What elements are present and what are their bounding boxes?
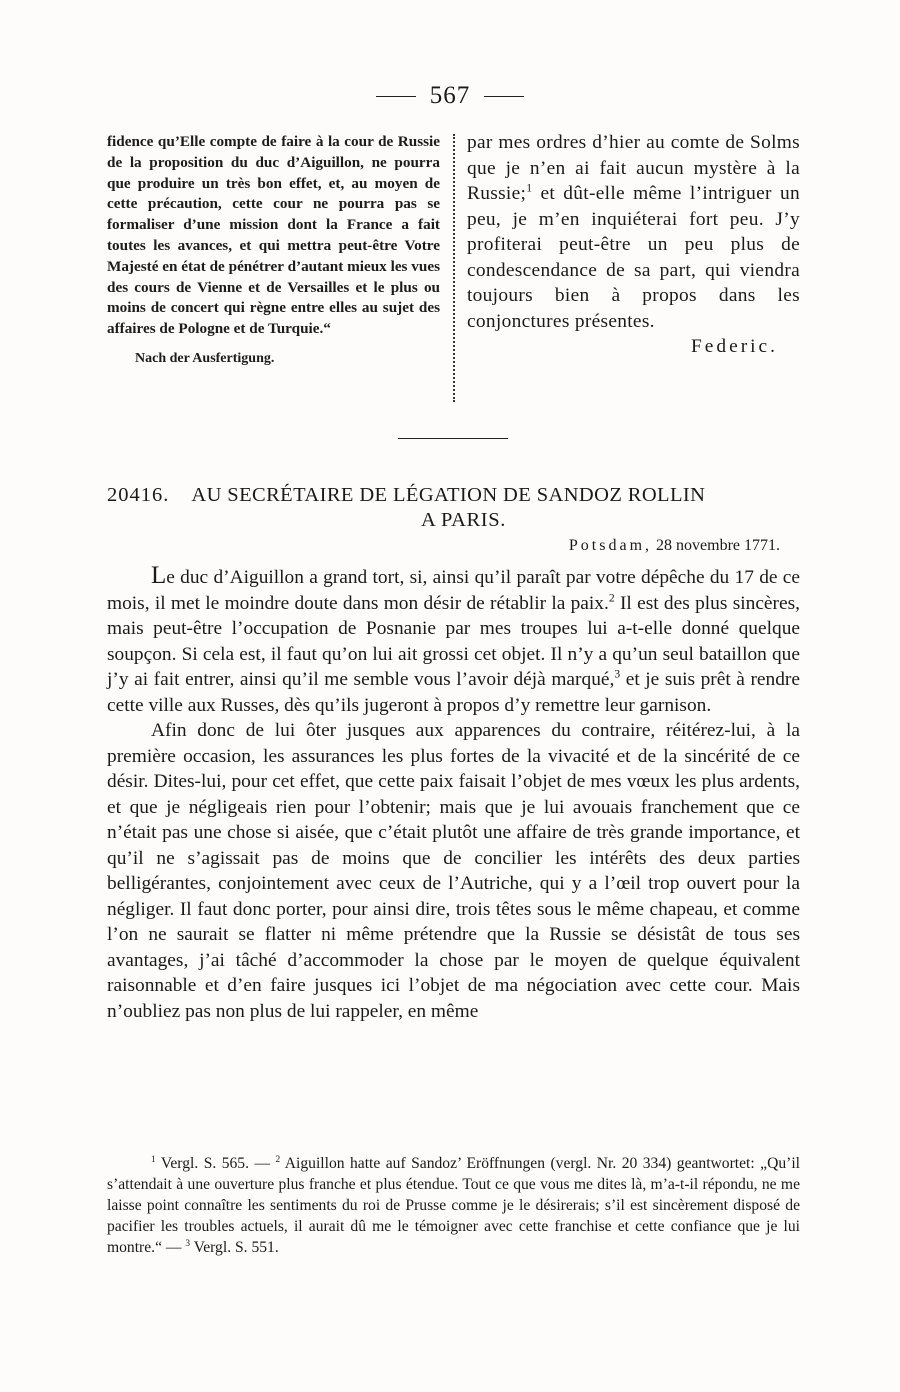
letter-title: AU SECRÉTAIRE DE LÉGATION DE SANDOZ ROLLIN xyxy=(191,484,706,506)
footnotes xyxy=(107,1153,800,1258)
page-number: 567 xyxy=(429,82,471,109)
footnote-ref: 1 xyxy=(526,181,533,195)
letter-heading xyxy=(107,483,800,533)
left-column xyxy=(107,132,440,370)
header-dash-right xyxy=(484,96,524,97)
header-dash-left xyxy=(376,96,416,97)
column-separator xyxy=(453,134,455,402)
right-column-text: par mes ordres d’hier au comte de Solms que je n’en ai fait aucun mystère à la Russie;$^1$ et dût-elle même l’intriguer un peu, je m’en inquiéterai fort peu. J’y profiterai peut-être un peu plus de condescendance de sa part, qui viendra toujours bien à propos dans les conjonctures présentes. xyxy=(467,132,800,332)
signature: Federic. xyxy=(691,336,778,357)
drop-cap: L xyxy=(151,562,167,589)
paragraph-1: Le duc d’Aiguillon a grand tort, si, ainsi qu’il paraît par votre dépêche du 17 de ce mois, il met le moindre doute dans mon désir de rétablir la paix.$^2$ Il est des plus sincères, mais peut-être l’occupation de Posnanie par mes troupes lui a-t-elle donné quelque soupçon. Si cela est, il faut qu’on lui ait grossi cet objet. Il n’y a qu’un seul bataillon que j’y ai fait entrer, ainsi qu’il me semble vous l’avoir déjà marqué,$^3$ et je suis prêt à rendre cette ville aux Russes, dès qu’ils jugeront à propos d’y remettre leur garnison. xyxy=(107,562,800,716)
left-column-text: fidence qu’Elle compte de faire à la cour de Russie de la proposition du duc d’Aiguillon, ne pourra que produire un très bon effet, et, au moyen de cette précaution, cette cour ne pourra pas se formaliser d’une mission dont la France a fait toutes les avances, et qui mettra peut-être Votre Majesté en état de pénétrer d’autant mieux les vues des cours de Vienne et de Versailles et le plus ou moins de concert qui règne entre elles au sujet des affaires de Pologne et de Turquie.“ xyxy=(107,133,440,338)
footnote-ref: 3 xyxy=(614,667,621,681)
source-note: Nach der Ausfertigung. xyxy=(135,350,275,366)
right-column xyxy=(467,130,800,360)
dateline-place: Potsdam, xyxy=(568,537,653,554)
running-header xyxy=(0,82,900,110)
dateline xyxy=(420,537,780,555)
paragraph-2: Afin donc de lui ôter jusques aux apparences du contraire, réitérez-lui, à la première occasion, les assurances les plus fortes de la vivacité et de la sincérité de ce désir. Dites-lui, pour cet effet, que cette paix faisait l’objet de mes vœux les plus ardents, et que je négligeais rien pour l’obtenir; mais que je lui avouais franchement que ce n’était pas une chose si aisée, que c’était plutôt une affaire de très grande importance, et qu’il ne s’agissait pas de moins que de concilier les intérêts des deux parties belligérantes, conjointement avec ceux de l’Autriche, qui y a l’œil trop ouvert pour la négliger. Il faut donc porter, pour ainsi dire, trois têtes sous le même chapeau, et comme l’on ne saurait se flatter ni même prétendre que la Russie se désistât de tous ses avantages, j’ai tâché d’accommoder la chose par le moyen de quelque équivalent raisonnable et d’en faire jusques ici l’objet de ma négociation avec cette cour. Mais n’oubliez pas non plus de lui rappeler, en même xyxy=(107,720,800,1022)
letter-title-line2: A PARIS. xyxy=(421,509,506,531)
dateline-date: 28 novembre 1771. xyxy=(656,537,780,554)
letter-body xyxy=(107,563,800,1024)
footnote-block: $^1$ Vergl. S. 565. — $^2$ Aiguillon hatte auf Sandoz’ Eröffnungen (vergl. Nr. 20 334) geantwortet: „Qu’il s’attendait à une ouverture plus franche et plus étendue. Tout ce que vous me dites là, m’a-t-il répondu, ne me laisse point connaître les sentiments du roi de Prusse comme je le désirerais; s’il est sincèrement disposé de pacifier les troubles actuels, il aurait dû me le témoigner avec cette franchise et cette confiance que je lui montre.“ — $^3$ Vergl. S. 551. xyxy=(107,1154,800,1256)
letter-number: 20416. xyxy=(107,484,170,506)
footnote-ref: 2 xyxy=(608,591,615,605)
section-rule xyxy=(398,438,508,439)
